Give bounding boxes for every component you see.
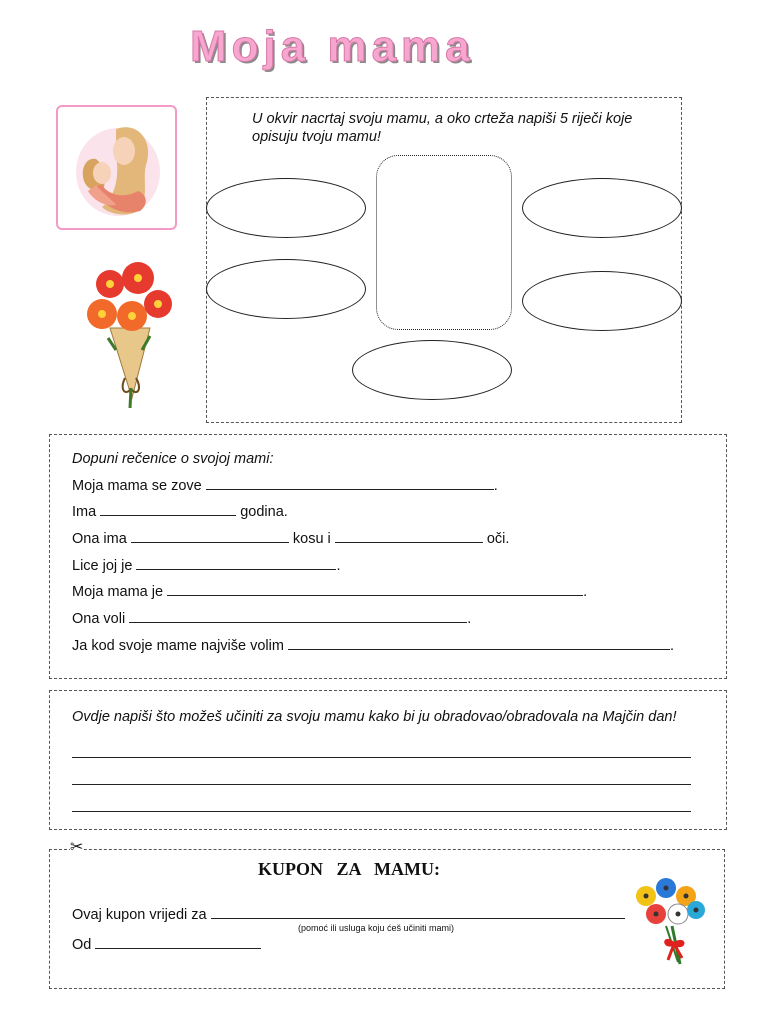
flower-bouquet-image xyxy=(80,258,180,413)
word-oval-4[interactable] xyxy=(522,271,682,331)
blank-eyes[interactable] xyxy=(335,529,483,543)
coupon-line-1: Ovaj kupon vrijedi za xyxy=(72,905,625,923)
sentence-5: Moja mama je . xyxy=(72,584,588,600)
blank-name[interactable] xyxy=(206,476,494,490)
blank-coupon-service[interactable] xyxy=(211,905,625,919)
sentence-1: Moja mama se zove . xyxy=(72,478,498,494)
mothers-day-instruction: Ovdje napiši što možeš učiniti za svoju mamu kako bi ju obradovao/obradovala na Majčin dan! xyxy=(72,709,677,725)
coupon-heading: KUPON ZA MAMU: xyxy=(258,859,440,879)
page-title: Moja mama xyxy=(190,22,475,71)
sentence-4: Lice joj je . xyxy=(72,558,341,574)
drawing-frame[interactable] xyxy=(376,155,512,330)
writing-line-2[interactable] xyxy=(72,784,691,785)
sentence-2: Ima godina. xyxy=(72,504,288,520)
blank-loves[interactable] xyxy=(129,609,467,623)
mother-hugging-child-icon xyxy=(58,107,175,228)
sentences-instruction: Dopuni rečenice o svojoj mami: xyxy=(72,451,274,467)
word-oval-3[interactable] xyxy=(522,178,682,238)
blank-favorite[interactable] xyxy=(288,636,670,650)
writing-line-3[interactable] xyxy=(72,811,691,812)
scissors-icon: ✂ xyxy=(70,837,84,856)
word-oval-5[interactable] xyxy=(352,340,512,400)
mother-child-image xyxy=(56,105,177,230)
coupon-line-2: Od xyxy=(72,935,261,953)
drawing-instruction: U okvir nacrtaj svoju mamu, a oko crteža napiši 5 riječi koje opisuju tvoju mamu! xyxy=(252,111,633,145)
sentence-7: Ja kod svoje mame najviše volim . xyxy=(72,638,675,654)
sentence-6: Ona voli . xyxy=(72,611,472,627)
blank-age[interactable] xyxy=(100,502,236,516)
word-oval-1[interactable] xyxy=(206,178,366,238)
writing-line-1[interactable] xyxy=(72,757,691,758)
sentence-3: Ona ima kosu i oči. xyxy=(72,531,510,547)
blank-face[interactable] xyxy=(136,556,336,570)
blank-hair[interactable] xyxy=(131,529,289,543)
blank-coupon-from[interactable] xyxy=(95,935,261,949)
word-oval-2[interactable] xyxy=(206,259,366,319)
bouquet-icon xyxy=(80,258,180,413)
small-bouquet-icon xyxy=(632,876,710,968)
coupon-hint: (pomoć ili usluga koju ćeš učiniti mami) xyxy=(298,923,455,933)
coupon-bouquet-image xyxy=(632,876,710,968)
blank-mom-is[interactable] xyxy=(167,582,583,596)
